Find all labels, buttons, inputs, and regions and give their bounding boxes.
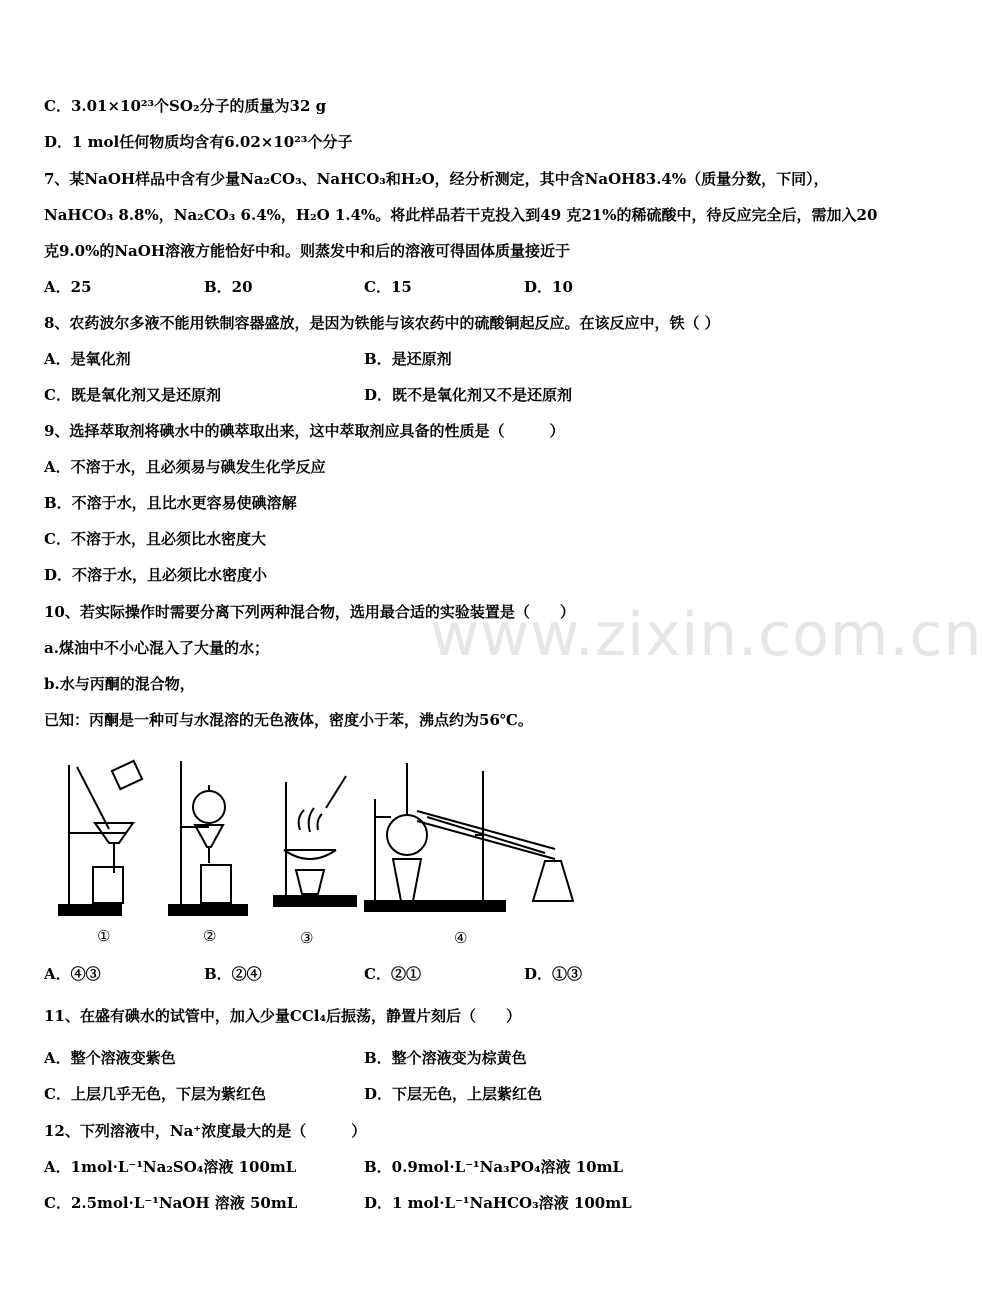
watermark: www.zixin.com.cn [430, 600, 982, 670]
q8-option-d: D．既不是氧化剂又不是还原剂 [364, 386, 573, 404]
q7-option-a: A．25 [44, 278, 92, 296]
apparatus-3-evaporation [270, 770, 360, 925]
q7-option-d: D．10 [524, 278, 573, 296]
q7-stem-line1: 7、某NaOH样品中含有少量Na₂CO₃、NaHCO₃和H₂O，经分析测定，其中含NaOH83.4%（质量分数，下同）， [44, 170, 829, 188]
q10-item-b: b.水与丙酮的混合物， [44, 675, 195, 693]
q8-stem: 8、农药波尔多液不能用铁制容器盛放，是因为铁能与该农药中的硫酸铜起反应。在该反应中，铁（ ） [44, 314, 720, 332]
q12-option-c: C．2.5mol·L⁻¹NaOH 溶液 50mL [44, 1194, 298, 1212]
q11-option-d: D．下层无色，上层紫红色 [364, 1085, 543, 1103]
q10-option-d: D．①③ [524, 965, 583, 983]
q11-stem: 11、在盛有碘水的试管中，加入少量CCl₄后振荡，静置片刻后（ ） [44, 1007, 522, 1025]
q12-option-b: B．0.9mol·L⁻¹Na₃PO₄溶液 10mL [364, 1158, 624, 1176]
q6-option-d: D．1 mol任何物质均含有6.02×10²³个分子 [44, 133, 353, 151]
q10-known: 已知：丙酮是一种可与水混溶的无色液体，密度小于苯，沸点约为56℃。 [44, 711, 533, 729]
q9-option-d: D．不溶于水，且必须比水密度小 [44, 566, 268, 584]
apparatus-2-separatory-funnel [165, 755, 255, 925]
apparatus-1-filtration [55, 755, 145, 925]
q6-option-c: C．3.01×10²³个SO₂分子的质量为32 g [44, 97, 327, 115]
q12-option-d: D．1 mol·L⁻¹NaHCO₃溶液 100mL [364, 1194, 632, 1212]
q10-item-a: a.煤油中不小心混入了大量的水； [44, 639, 269, 657]
q10-option-a: A．④③ [44, 965, 101, 983]
q9-option-b: B．不溶于水，且比水更容易使碘溶解 [44, 494, 297, 512]
q10-option-c: C．②① [364, 965, 421, 983]
q9-stem: 9、选择萃取剂将碘水中的碘萃取出来，这中萃取剂应具备的性质是（ ） [44, 422, 565, 440]
apparatus-label-1: ① [97, 927, 111, 945]
q12-stem: 12、下列溶液中，Na⁺浓度最大的是（ ） [44, 1122, 367, 1140]
apparatus-label-4: ④ [454, 929, 468, 947]
q7-option-c: C．15 [364, 278, 412, 296]
q7-stem-line3: 克9.0%的NaOH溶液方能恰好中和。则蒸发中和后的溶液可得固体质量接近于 [44, 242, 571, 260]
q7-stem-line2: NaHCO₃ 8.8%，Na₂CO₃ 6.4%，H₂O 1.4%。将此样品若干克投入到49 克21%的稀硫酸中，待反应完全后，需加入20 [44, 206, 878, 224]
q9-option-c: C．不溶于水，且必须比水密度大 [44, 530, 266, 548]
q7-option-b: B．20 [204, 278, 253, 296]
q10-stem: 10、若实际操作时需要分离下列两种混合物，选用最合适的实验装置是（ ） [44, 603, 575, 621]
q11-option-c: C．上层几乎无色，下层为紫红色 [44, 1085, 266, 1103]
apparatus-label-3: ③ [300, 929, 314, 947]
apparatus-4-distillation [355, 755, 585, 930]
q10-option-b: B．②④ [204, 965, 262, 983]
q9-option-a: A．不溶于水，且必须易与碘发生化学反应 [44, 458, 326, 476]
apparatus-label-2: ② [203, 927, 217, 945]
q8-option-b: B．是还原剂 [364, 350, 452, 368]
q12-option-a: A．1mol·L⁻¹Na₂SO₄溶液 100mL [44, 1158, 297, 1176]
q11-option-b: B．整个溶液变为棕黄色 [364, 1049, 527, 1067]
q11-option-a: A．整个溶液变紫色 [44, 1049, 176, 1067]
q8-option-c: C．既是氧化剂又是还原剂 [44, 386, 221, 404]
q8-option-a: A．是氧化剂 [44, 350, 131, 368]
